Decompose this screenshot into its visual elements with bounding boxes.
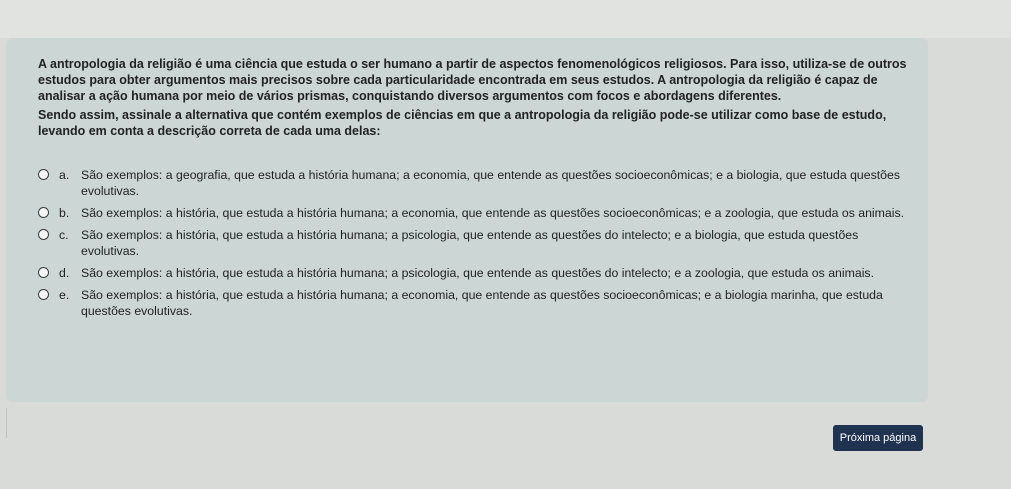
radio-button-icon[interactable] bbox=[38, 229, 49, 240]
answer-option-a[interactable] bbox=[38, 167, 910, 199]
option-letter: a. bbox=[59, 168, 70, 182]
answer-options-list bbox=[38, 167, 910, 319]
page-edge-divider bbox=[0, 408, 7, 438]
option-letter: e. bbox=[59, 288, 70, 302]
radio-button-icon[interactable] bbox=[38, 207, 49, 218]
answer-option-d[interactable] bbox=[38, 265, 910, 281]
question-text-paragraph-1: A antropologia da religião é uma ciência que estuda o ser humano a partir de aspectos fenomenológicos religiosos. Para isso, utiliza-se de outros estudos para obter argumentos mais precisos sobre cada particularidade encontrada em seus estudos. A antropologia da religião é capaz de analisar a ação humana por meio de vários prismas, conquistando diversos argumentos com focos e abordagens diferentes. bbox=[38, 57, 907, 103]
question-card bbox=[6, 38, 928, 402]
option-text: São exemplos: a história, que estuda a história humana; a psicologia, que entende as questões do intelecto; e a zoologia, que estuda os animais. bbox=[81, 266, 874, 280]
option-text: São exemplos: a geografia, que estuda a história humana; a economia, que entende as questões socioeconômicas; e a biologia, que estuda questões evolutivas. bbox=[81, 168, 900, 198]
next-page-button[interactable]: Próxima página bbox=[833, 425, 923, 451]
top-background-strip bbox=[0, 0, 1011, 38]
option-letter: b. bbox=[59, 206, 70, 220]
answer-option-b[interactable] bbox=[38, 205, 910, 221]
answer-option-e[interactable] bbox=[38, 287, 910, 319]
option-text: São exemplos: a história, que estuda a história humana; a psicologia, que entende as questões do intelecto; e a biologia, que estuda questões evolutivas. bbox=[81, 228, 859, 258]
option-text: São exemplos: a história, que estuda a história humana; a economia, que entende as questões socioeconômicas; e a biologia marinha, que estuda questões evolutivas. bbox=[81, 288, 883, 318]
radio-button-icon[interactable] bbox=[38, 267, 49, 278]
option-letter: c. bbox=[59, 228, 69, 242]
option-text: São exemplos: a história, que estuda a história humana; a economia, que entende as questões socioeconômicas; e a zoologia, que estuda os animais. bbox=[81, 206, 905, 220]
answer-option-c[interactable] bbox=[38, 227, 910, 259]
option-letter: d. bbox=[59, 266, 70, 280]
radio-button-icon[interactable] bbox=[38, 169, 49, 180]
question-text-paragraph-2: Sendo assim, assinale a alternativa que contém exemplos de ciências em que a antropologia da religião pode-se utilizar como base de estudo, levando em conta a descrição correta de cada uma delas: bbox=[38, 108, 887, 138]
radio-button-icon[interactable] bbox=[38, 289, 49, 300]
